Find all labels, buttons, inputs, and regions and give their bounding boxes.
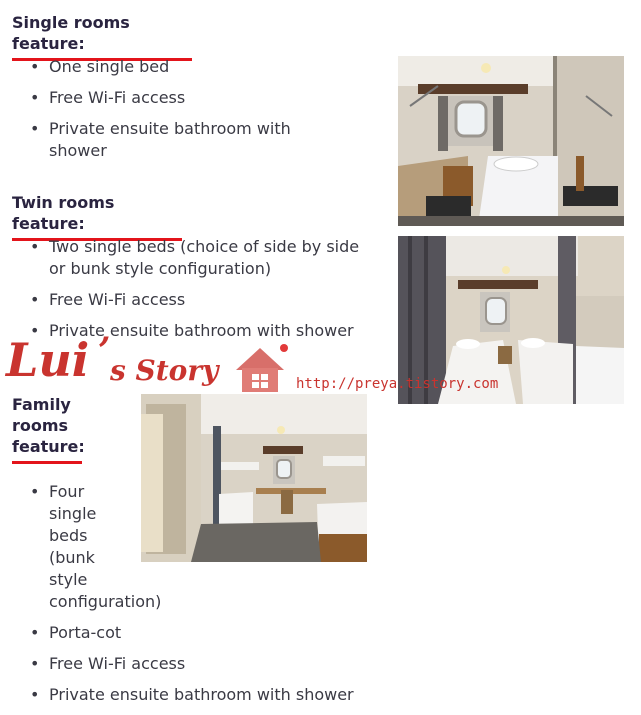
list-item: • Free Wi-Fi access [28,87,338,109]
list-item: • One single bed [28,56,338,78]
list-item: • Free Wi-Fi access [28,289,363,311]
family-room-photo [141,394,367,562]
list-item: • Private ensuite bathroom with shower [28,320,363,342]
twin-room-photo [398,236,624,404]
list-item: • Porta-cot [28,622,408,644]
single-rooms-feature-list [28,56,338,171]
family-heading-line: Family [12,395,71,414]
list-item: • Two single beds (choice of side by side or bunk style configuration) [28,236,363,280]
twin-rooms-heading: Twin rooms feature: [12,192,182,241]
single-room-photo [398,56,624,226]
list-item-text: Four single beds (bunk style configuration) [49,482,162,611]
family-heading-line: feature: [12,437,85,456]
watermark-apostrophe: ’ [98,330,111,372]
single-rooms-heading: Single rooms feature: [12,12,192,61]
list-item: • Free Wi-Fi access [28,653,408,675]
list-item: • Private ensuite bathroom with shower [28,118,338,162]
family-rooms-heading [12,394,85,464]
list-item: • Private ensuite bathroom with shower [28,684,408,706]
family-heading-line: rooms [12,416,69,435]
house-logo-icon [232,344,288,394]
watermark-url: http://preya.tistory.com [296,376,499,392]
watermark-brand-part1: Lui [6,333,90,387]
watermark-brand-part2: s Story [110,354,219,387]
twin-rooms-feature-list [28,236,363,351]
